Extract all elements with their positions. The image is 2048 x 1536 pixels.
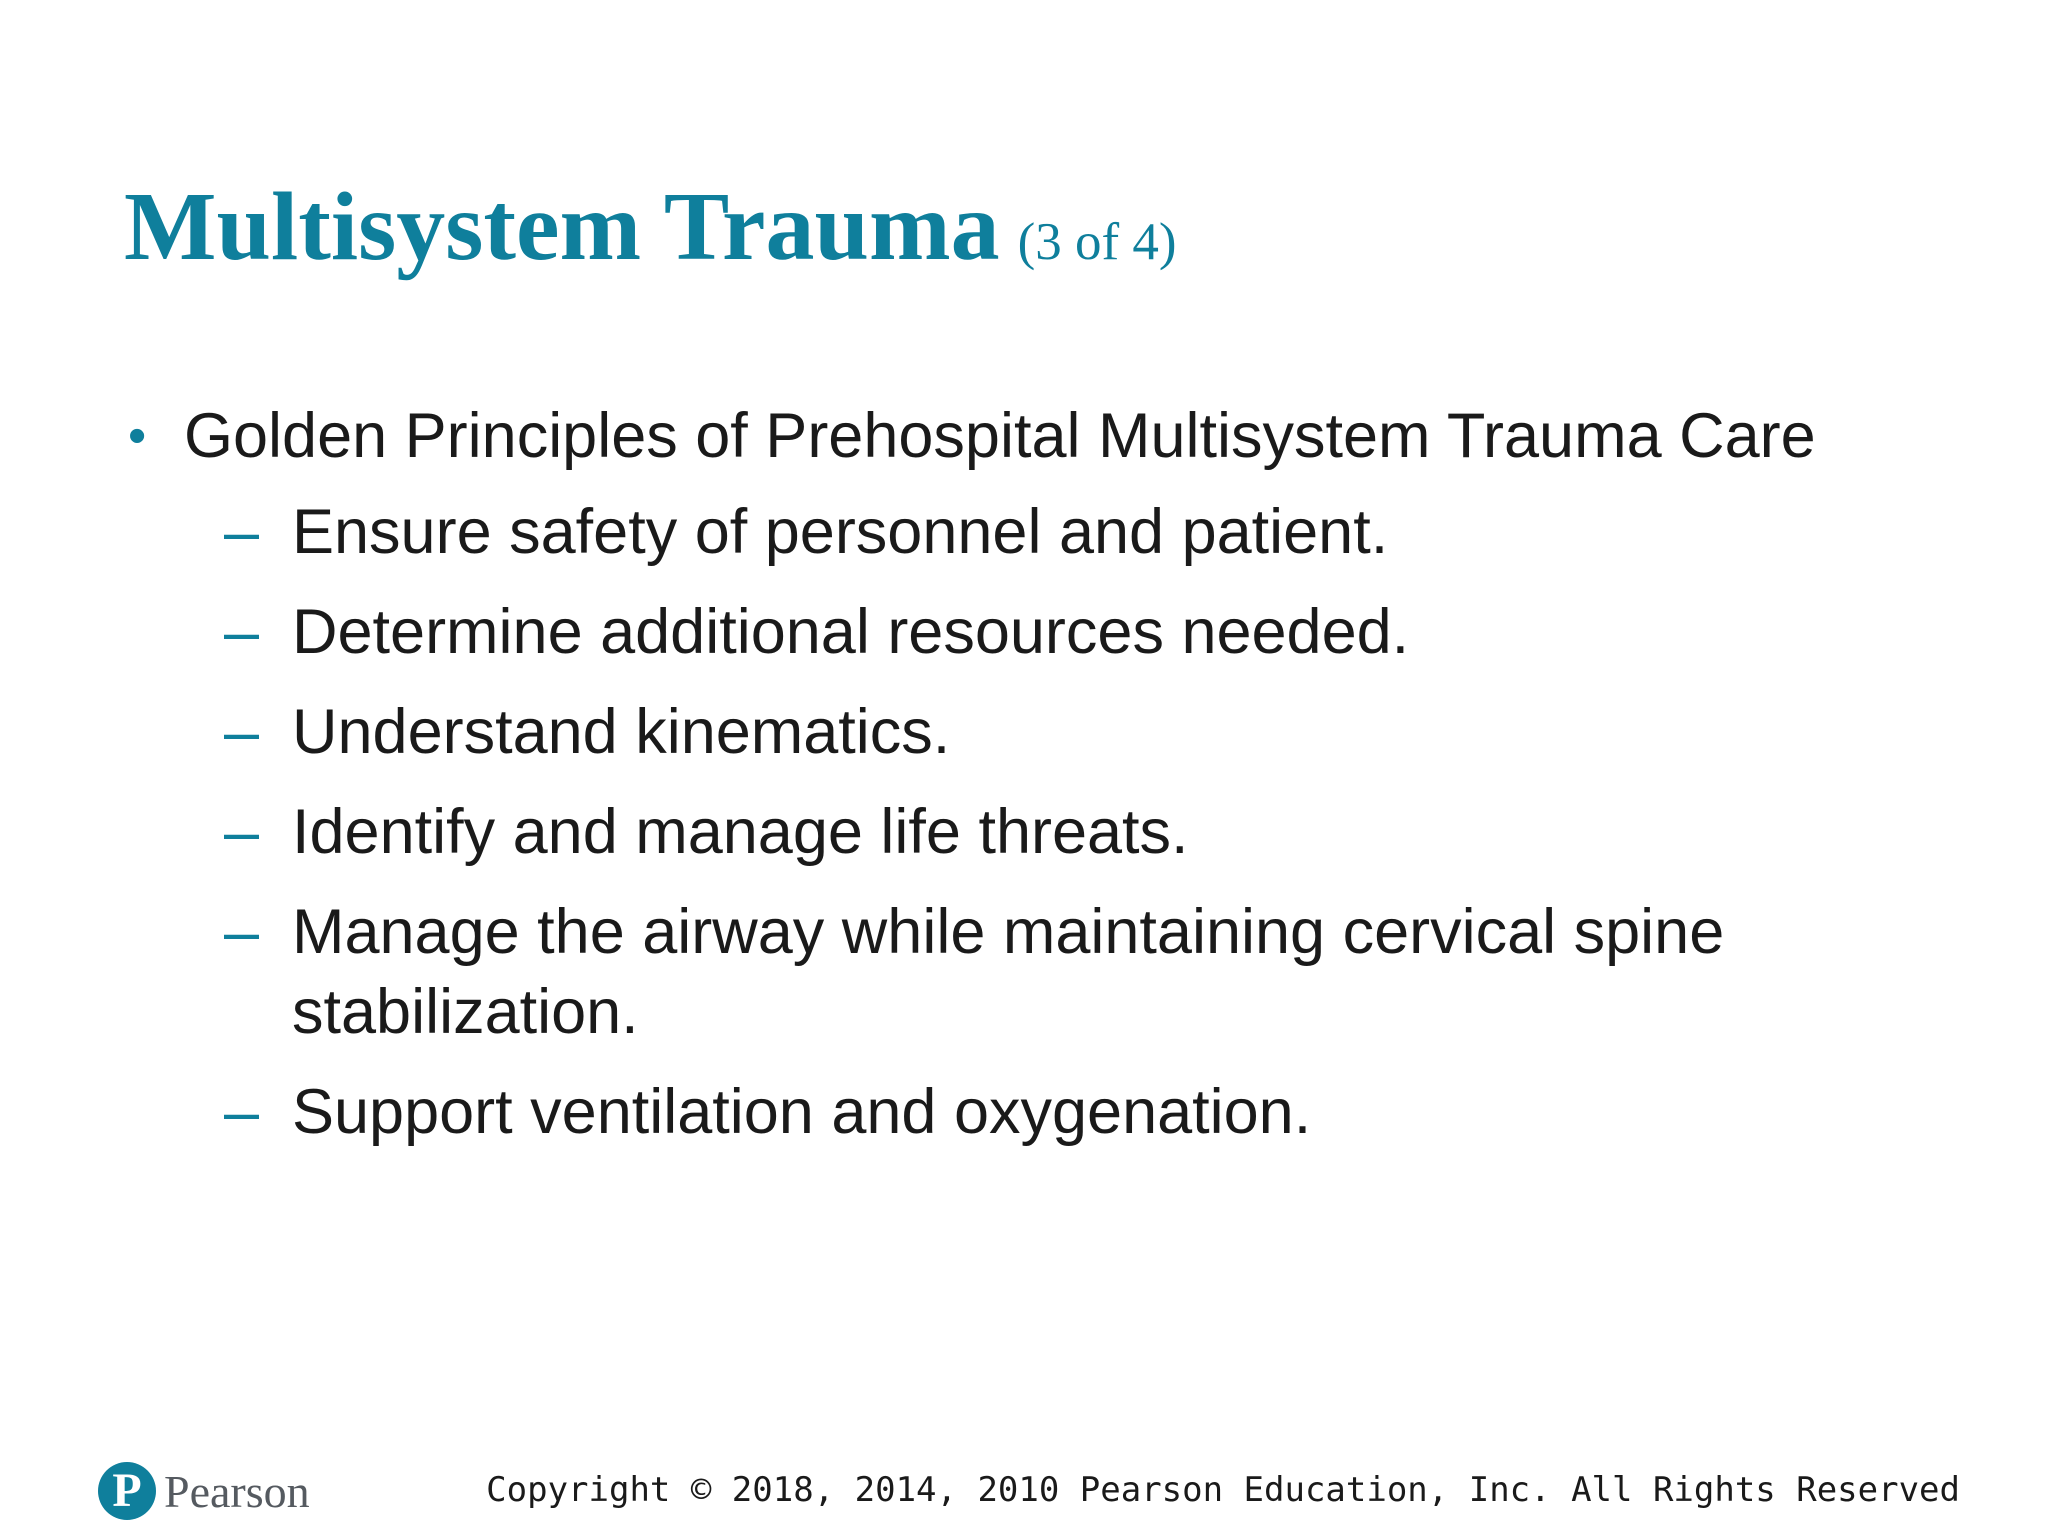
sub-bullet-text: Identify and manage life threats. [292,797,1189,867]
pearson-logo-text: Pearson [164,1465,310,1517]
sub-bullet-item [124,892,1944,1052]
copyright-notice: Copyright © 2018, 2014, 2010 Pearson Education, Inc. All Rights Reserved [486,1470,1960,1510]
sub-bullet-text: Determine additional resources needed. [292,597,1410,667]
sub-bullet-item [124,692,1944,772]
sub-bullet-item [124,792,1944,872]
bullet-text: Golden Principles of Prehospital Multisystem Trauma Care [184,401,1816,471]
sub-bullet-item [124,592,1944,672]
sub-bullet-list [124,492,1944,1152]
slide-content [124,396,1944,1172]
dash-icon: – [224,697,260,767]
sub-bullet-text: Understand kinematics. [292,697,951,767]
sub-bullet-item [124,1072,1944,1152]
sub-bullet-text: Manage the airway while maintaining cervical spine stabilization. [292,897,1725,1047]
dash-icon: – [224,497,260,567]
dash-icon: – [224,897,260,967]
sub-bullet-text: Support ventilation and oxygenation. [292,1077,1312,1147]
title-main: Multisystem Trauma [124,173,1000,281]
pearson-logo-icon: P [98,1462,156,1520]
dash-icon: – [224,1077,260,1147]
slide-title [124,173,1177,281]
dash-icon: – [224,797,260,867]
sub-bullet-item [124,492,1944,572]
sub-bullet-text: Ensure safety of personnel and patient. [292,497,1389,567]
bullet-item [124,396,1944,476]
pearson-logo [98,1456,310,1526]
dash-icon: – [224,597,260,667]
bullet-dot-icon: • [128,407,147,465]
title-part-indicator: (3 of 4) [1017,213,1177,271]
